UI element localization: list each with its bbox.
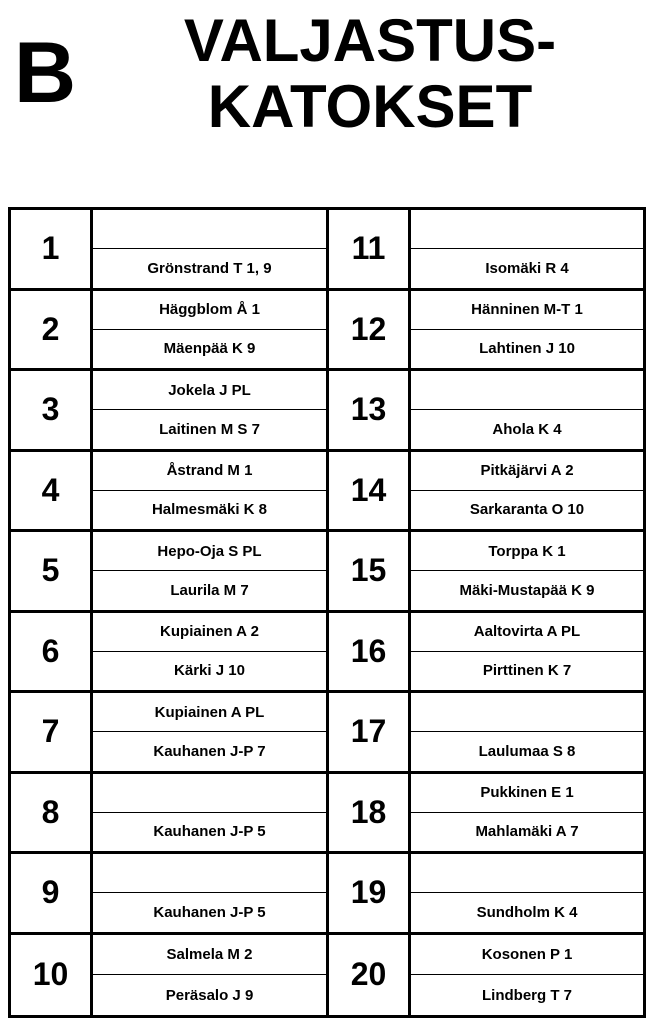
stall-number: 9: [11, 854, 93, 935]
stall-number: 11: [329, 210, 411, 291]
stall-names: [411, 210, 643, 291]
section-letter: B: [14, 25, 77, 121]
stall-names: [93, 371, 329, 452]
stall-names: [93, 774, 329, 855]
stall-name-bottom: Mahlamäki A 7: [475, 823, 579, 841]
stall-number: 14: [329, 452, 411, 533]
stall-name-bottom: Lindberg T 7: [482, 986, 572, 1004]
stall-name-bottom: Laitinen M S 7: [159, 420, 260, 438]
stall-name-bottom: Ahola K 4: [492, 420, 562, 438]
stall-number: 13: [329, 371, 411, 452]
stall-names: [93, 693, 329, 774]
stall-name-top: [93, 210, 326, 249]
stall-name-bottom: Kärki J 10: [174, 662, 245, 680]
stall-names: [93, 935, 329, 1016]
stall-number: 2: [11, 291, 93, 372]
stall-name-top: Åstrand M 1: [93, 452, 326, 491]
stall-number: 8: [11, 774, 93, 855]
stall-name-bottom: Sundholm K 4: [476, 903, 578, 921]
stall-number: 1: [11, 210, 93, 291]
stall-number: 18: [329, 774, 411, 855]
stall-number: 15: [329, 532, 411, 613]
stall-names: [93, 210, 329, 291]
title-line-1: VALJASTUS-: [183, 7, 557, 74]
stall-names: [411, 371, 643, 452]
stall-name-top: [93, 774, 326, 813]
stall-names: [411, 774, 643, 855]
stall-name-bottom: Isomäki R 4: [485, 259, 569, 277]
stall-names: [411, 854, 643, 935]
stall-number: 4: [11, 452, 93, 533]
stall-names: [93, 291, 329, 372]
stall-number: 19: [329, 854, 411, 935]
stall-names: [93, 854, 329, 935]
stall-name-top: [93, 854, 326, 893]
stall-name-top: Jokela J PL: [93, 371, 326, 410]
stall-number: 20: [329, 935, 411, 1016]
stall-names: [411, 532, 643, 613]
stall-name-bottom: Halmesmäki K 8: [151, 501, 268, 519]
stall-number: 17: [329, 693, 411, 774]
stall-name-bottom: Sarkaranta O 10: [469, 501, 585, 519]
stall-name-top: Häggblom Å 1: [93, 291, 326, 330]
stall-name-top: Pukkinen E 1: [411, 774, 643, 813]
stall-name-top: Kosonen P 1: [411, 935, 643, 976]
stall-names: [411, 935, 643, 1016]
stall-number: 10: [11, 935, 93, 1016]
stall-name-top: Hänninen M-T 1: [411, 291, 643, 330]
stall-number: 12: [329, 291, 411, 372]
stall-number: 3: [11, 371, 93, 452]
stall-name-bottom: Kauhanen J-P 7: [153, 742, 266, 760]
stall-name-top: [411, 210, 643, 249]
stall-table: [8, 207, 646, 1018]
stall-name-top: Torppa K 1: [411, 532, 643, 571]
stall-name-top: Kupiainen A 2: [93, 613, 326, 652]
stall-name-top: Salmela M 2: [93, 935, 326, 976]
stall-names: [411, 693, 643, 774]
stall-number: 6: [11, 613, 93, 694]
stall-name-bottom: Kauhanen J-P 5: [153, 903, 266, 921]
stall-number: 16: [329, 613, 411, 694]
stall-names: [411, 452, 643, 533]
stall-name-bottom: Laurila M 7: [170, 581, 249, 599]
stall-number: 5: [11, 532, 93, 613]
page-title: [130, 8, 610, 140]
stall-names: [411, 291, 643, 372]
stall-name-top: [411, 371, 643, 410]
stall-name-bottom: Grönstrand T 1, 9: [147, 259, 272, 277]
stall-names: [93, 452, 329, 533]
stall-name-bottom: Kauhanen J-P 5: [153, 823, 266, 841]
stall-name-bottom: Mäki-Mustapää K 9: [459, 581, 595, 599]
stall-names: [93, 613, 329, 694]
stall-name-bottom: Peräsalo J 9: [165, 986, 254, 1004]
stall-name-top: Pitkäjärvi A 2: [411, 452, 643, 491]
stall-names: [411, 613, 643, 694]
stall-name-top: Kupiainen A PL: [93, 693, 326, 732]
stall-name-top: [411, 854, 643, 893]
stall-name-top: Aaltovirta A PL: [411, 613, 643, 652]
stall-name-top: Hepo-Oja S PL: [93, 532, 326, 571]
stall-name-bottom: Mäenpää K 9: [163, 340, 256, 358]
stall-names: [93, 532, 329, 613]
stall-name-top: [411, 693, 643, 732]
title-line-2: KATOKSET: [207, 73, 533, 140]
stall-name-bottom: Pirttinen K 7: [482, 662, 572, 680]
stall-name-bottom: Laulumaa S 8: [478, 742, 576, 760]
stall-name-bottom: Lahtinen J 10: [479, 340, 575, 358]
stall-number: 7: [11, 693, 93, 774]
